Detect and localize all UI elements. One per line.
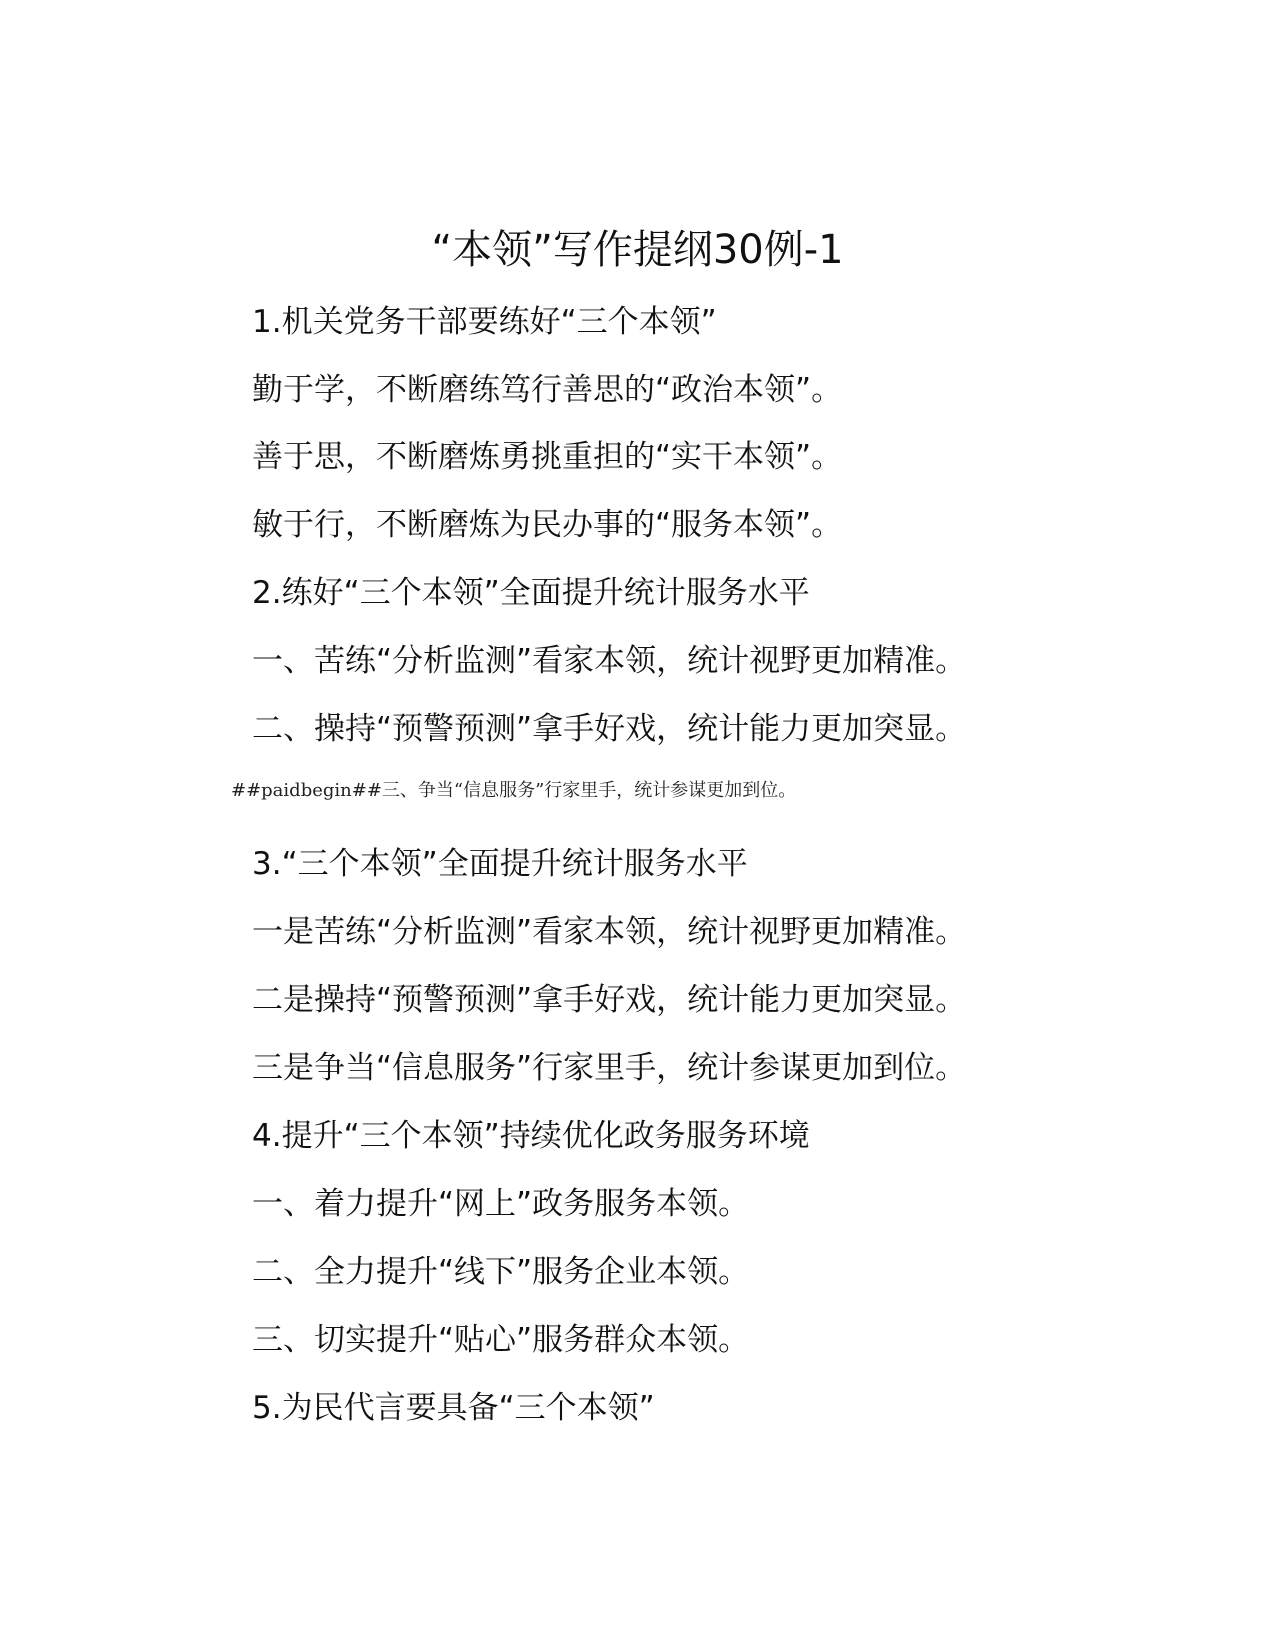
paragraph-line: 勤于学，不断磨练笃行善思的“政治本领”。 xyxy=(252,372,843,408)
paragraph-line: 二、操持“预警预测”拿手好戏，统计能力更加突显。 xyxy=(252,711,967,747)
heading-1: 1.机关党务干部要练好“三个本领” xyxy=(252,304,717,340)
paid-marker-line: ##paidbegin##三、争当“信息服务”行家里手，统计参谋更加到位。 xyxy=(231,780,797,801)
paragraph-line: 敏于行，不断磨炼为民办事的“服务本领”。 xyxy=(252,507,843,543)
paragraph-line: 二是操持“预警预测”拿手好戏，统计能力更加突显。 xyxy=(252,982,967,1018)
paragraph-line: 善于思，不断磨炼勇挑重担的“实干本领”。 xyxy=(252,439,843,475)
heading-3: 3.“三个本领”全面提升统计服务水平 xyxy=(252,846,748,882)
paragraph-line: 二、全力提升“线下”服务企业本领。 xyxy=(252,1254,750,1290)
page-title: “本领”写作提纲30例-1 xyxy=(431,227,844,273)
paragraph-line: 一、苦练“分析监测”看家本领，统计视野更加精准。 xyxy=(252,643,967,679)
paragraph-line: 一是苦练“分析监测”看家本领，统计视野更加精准。 xyxy=(252,914,967,950)
paragraph-line: 三是争当“信息服务”行家里手，统计参谋更加到位。 xyxy=(252,1050,967,1086)
heading-5: 5.为民代言要具备“三个本领” xyxy=(252,1390,655,1426)
heading-4: 4.提升“三个本领”持续优化政务服务环境 xyxy=(252,1118,810,1154)
paragraph-line: 三、切实提升“贴心”服务群众本领。 xyxy=(252,1322,750,1358)
paragraph-line: 一、着力提升“网上”政务服务本领。 xyxy=(252,1186,750,1222)
heading-2: 2.练好“三个本领”全面提升统计服务水平 xyxy=(252,575,810,611)
